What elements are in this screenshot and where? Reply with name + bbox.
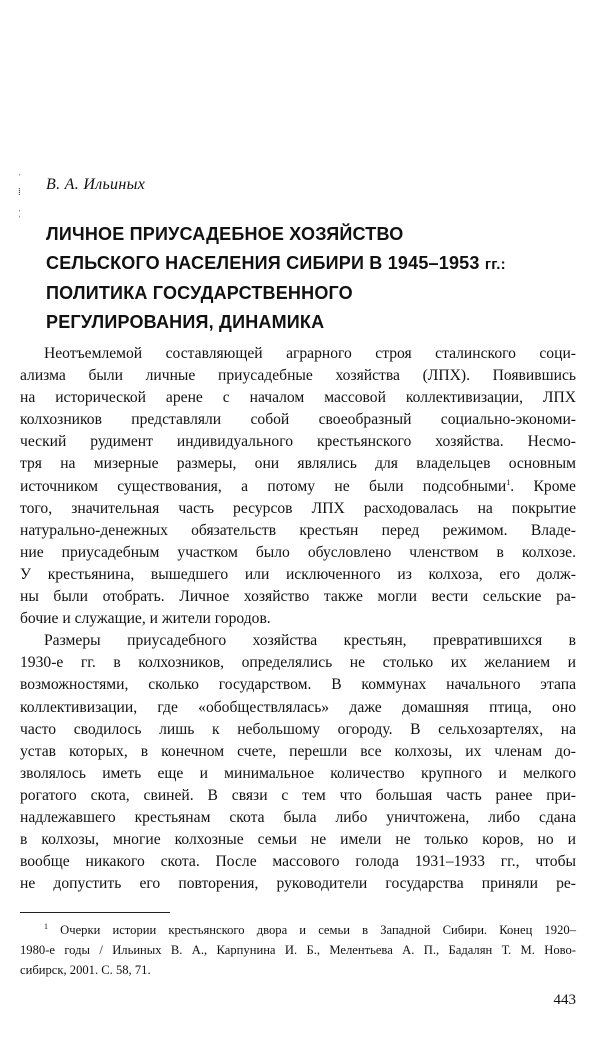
body-line: вообще никакого скота. После массового голода 1931–1933 гг., чтобы <box>20 853 576 871</box>
body-line: Неотъемлемой составляющей аграрного строя сталинского соци- <box>44 345 576 362</box>
margin-mark: ˈ <box>18 215 22 226</box>
body-line: часто сводилось лишь к небольшому огороду. В сельхозартелях, на <box>20 720 576 738</box>
article-title <box>46 220 586 337</box>
footnote-line: 1980-е годы / Ильиных В. А., Карпунина И. Б., Мелентьева А. П., Бадалян Т. М. Ново- <box>20 943 576 957</box>
body-line: возможностями, сколько государством. В коммунах начального этапа <box>20 676 576 694</box>
body-line: зволялось иметь еще и минимальное количество крупного и мелкого <box>20 764 576 782</box>
page-number: 443 <box>553 992 576 1008</box>
title-line: РЕГУЛИРОВАНИЯ, ДИНАМИКА <box>46 312 325 332</box>
margin-mark: ⁞ <box>18 187 21 198</box>
margin-marks <box>18 172 28 228</box>
footnote-line: $^1$ Очерки истории крестьянского двора и семьи в Западной Сибири. Конец 1920– <box>44 921 576 937</box>
footnote <box>20 920 576 980</box>
footnote-ref[interactable]: 1 <box>506 477 511 487</box>
author-name: В. А. Ильиных <box>46 176 146 193</box>
title-year-abbr: гг.: <box>484 256 506 273</box>
title-line: ЛИЧНОЕ ПРИУСАДЕБНОЕ ХОЗЯЙСТВО <box>46 224 404 244</box>
body-line: ализма были личные приусадебные хозяйства (ЛПХ). Появившись <box>20 367 576 385</box>
body-line: устав которых, в конечном счете, перешли все колхозы, их членам до- <box>20 742 576 760</box>
body-line: Размеры приусадебного хозяйства крестьян, превратившихся в <box>44 632 576 650</box>
title-line: ПОЛИТИКА ГОСУДАРСТВЕННОГО <box>46 283 353 303</box>
body-line: ческий рудимент индивидуального крестьянского хозяйства. Несмо- <box>20 433 576 451</box>
margin-mark: ˌ <box>18 201 22 212</box>
body-line: натурально-денежных обязательств крестьян перед режимом. Владе- <box>20 521 576 539</box>
body-line: на исторической арене с началом массовой коллективизации, ЛПХ <box>20 389 576 407</box>
footnote-number: 1 <box>44 921 48 931</box>
body-line: того, значительная часть ресурсов ЛПХ расходовалась на покрытие <box>20 499 576 517</box>
title-line: СЕЛЬСКОГО НАСЕЛЕНИЯ СИБИРИ В 1945–1953 гг.: <box>46 253 506 273</box>
body-line: в колхозы, многие колхозные семьи не имели не только коров, но и <box>20 831 576 849</box>
body-line: колхозников представляли собой своеобразный социально-экономи- <box>20 411 576 429</box>
body-line: ны были отобрать. Личное хозяйство также могли вести сельские ра- <box>20 588 576 606</box>
body-line: коллективизации, где «обобществлялась» даже домашняя птица, оно <box>20 698 576 716</box>
body-line: рогатого скота, свиней. В связи с тем что большая часть ранее при- <box>20 786 576 804</box>
body-line: ние приусадебным участком было обусловлено членством в колхозе. <box>20 543 576 561</box>
body-line: источником существования, а потому не были подсобными$^1$. Кроме <box>20 477 576 495</box>
body-line: 1930-е гг. в колхозников, определялись не столько их желанием и <box>20 654 576 672</box>
footnote-divider <box>20 912 170 913</box>
body-line: бочие и служащие, и жители городов. <box>20 610 271 628</box>
body-line: тря на мизерные размеры, они являлись для владельцев основным <box>20 455 576 473</box>
body-line: надлежавшего крестьянам скота была либо уничтожена, либо сдана <box>20 808 576 826</box>
body-line: не допустить его повторения, руководители государства приняли ре- <box>20 875 576 893</box>
article-body <box>20 343 576 895</box>
body-line: У крестьянина, вышедшего или исключенного из колхоза, его долж- <box>20 565 576 583</box>
margin-mark: ˈ <box>18 173 22 184</box>
footnote-line: сибирск, 2001. С. 58, 71. <box>20 963 151 977</box>
